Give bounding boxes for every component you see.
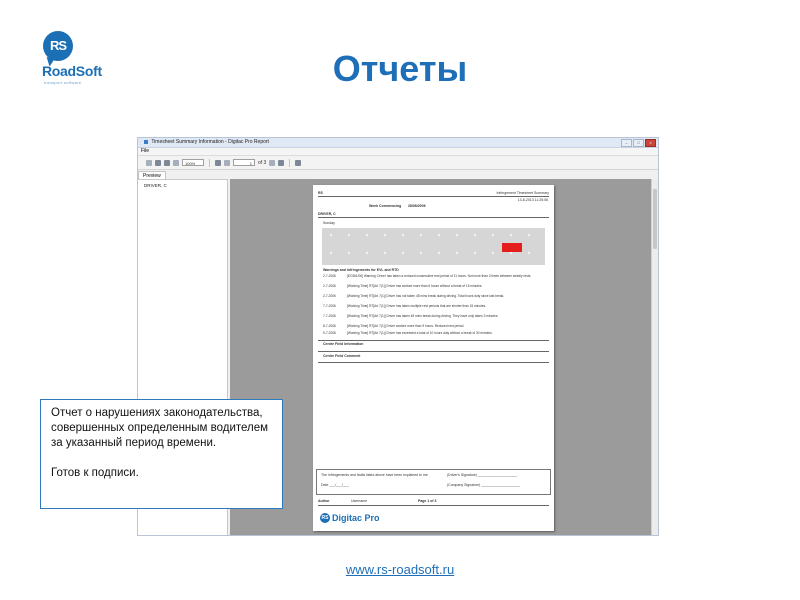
drivers-signature: (Driver's Signature) ____________________: [447, 473, 517, 477]
author-label: Author: [318, 499, 330, 503]
report-toolbar: [138, 156, 658, 170]
infringement-text: [Working Time] RT[Art 7(1)] Driver worked more than 9 hours. Reduced rest period.: [347, 324, 465, 328]
infringement-text: [Working Time] RT[Art 7(1)] Driver has exceeded a total of 10 hours duty without a break of 30 minutes.: [347, 331, 493, 335]
header-rule: [318, 196, 549, 197]
previous-page-icon[interactable]: [224, 160, 230, 166]
grid-cell: [510, 252, 512, 254]
menu-file[interactable]: File: [141, 148, 150, 154]
grid-cell: [492, 252, 494, 254]
digitac-brand: Digitac Pro: [332, 513, 380, 523]
grid-cell: [420, 234, 422, 236]
company-signature: (Company Signature) ____________________: [447, 483, 521, 487]
page-label: Page 1 of 3: [418, 499, 437, 503]
find-icon[interactable]: [295, 160, 301, 166]
digitac-mark: RS: [321, 515, 329, 521]
scrollbar-thumb[interactable]: [653, 189, 657, 249]
callout-description: Отчет о нарушениях законодательства, совершенных определенным водителем за указанный период времени.: [51, 407, 269, 449]
grid-cell: [528, 252, 530, 254]
centre-field-comment: Centre Field Comment: [323, 354, 361, 358]
report-header-left: RS: [318, 191, 323, 195]
report-page: [313, 185, 554, 531]
logo-brand: RoadSoft: [42, 63, 102, 79]
print-icon[interactable]: [155, 160, 161, 166]
close-button[interactable]: ×: [645, 139, 656, 147]
infringement-text: [Working Time] RT[Art 7(1)] Driver has not taken 45 mins break during driving. Total hours duty since last break.: [347, 294, 505, 298]
preview-tabstrip: [138, 171, 230, 179]
infringement-date: 2-7-2006: [323, 294, 336, 298]
author-value: Username: [351, 499, 368, 503]
grid-cell: [492, 234, 494, 236]
slide-title: Отчеты: [332, 48, 468, 89]
website-link[interactable]: www.rs-roadsoft.ru: [345, 562, 455, 577]
grid-cell: [348, 252, 350, 254]
grid-cell: [456, 252, 458, 254]
info-rule: [318, 351, 549, 352]
grid-cell: [366, 234, 368, 236]
infringement-date: 9-7-2006: [323, 331, 336, 335]
grid-cell: [438, 234, 440, 236]
window-titlebar: [138, 138, 658, 148]
menu-bar: [138, 148, 658, 156]
grid-cell: [348, 234, 350, 236]
report-printed: 13-8-2013 11:25:06: [517, 198, 548, 202]
driver-rule: [318, 217, 549, 218]
list-item: [323, 331, 543, 335]
grid-label: Sunday: [323, 221, 335, 225]
infringement-text: [Working Time] RT[Art 7(1)] Driver has worked more than 6 hours without a break of 15 minutes.: [347, 284, 483, 288]
grid-cell: [330, 252, 332, 254]
viewer-scrollbar[interactable]: [651, 179, 659, 536]
week-label: Week Commencing: [369, 204, 402, 208]
grid-cell: [474, 234, 476, 236]
digitac-logo: [320, 513, 380, 523]
section-title: Warnings and Infringements for EVL and RTD: [323, 268, 399, 272]
driver-name: DRIVER, C: [318, 212, 336, 216]
infringement-text: [Working Time] RT[Art 7(1)] Driver has taken multiple rest periods that are shorter than 15 minutes.: [347, 304, 487, 308]
print-setup-icon[interactable]: [164, 160, 170, 166]
list-item: [323, 324, 543, 328]
logo-mark: RS: [43, 31, 73, 61]
infringement-date: 7-7-2006: [323, 314, 336, 318]
grid-cell: [402, 252, 404, 254]
toolbar-separator: [289, 159, 290, 167]
grid-cell: [384, 234, 386, 236]
grid-cell: [438, 252, 440, 254]
next-page-icon[interactable]: [269, 160, 275, 166]
list-item: [323, 314, 543, 318]
grid-cell: [456, 234, 458, 236]
layout-icon[interactable]: [146, 160, 152, 166]
description-callout: [40, 399, 283, 509]
signature-box: [316, 469, 551, 495]
report-viewer: [230, 179, 659, 536]
comment-rule: [318, 362, 549, 363]
grid-cell: [330, 234, 332, 236]
list-item: [323, 284, 543, 288]
infringement-text: [Working Time] RT[Art 7(1)] Driver has taken 45 mins break during driving. They have only taken 3 minutes.: [347, 314, 499, 318]
infringement-block: [502, 243, 522, 252]
callout-ready: Готов к подписи.: [51, 467, 139, 479]
first-page-icon[interactable]: [215, 160, 221, 166]
logo-tagline: transport software: [44, 80, 82, 85]
footer-rule: [318, 505, 549, 506]
infringement-date: 8-7-2006: [323, 324, 336, 328]
grid-cell: [528, 234, 530, 236]
week-value: 28/08/2006: [408, 204, 426, 208]
page-number-input[interactable]: 1: [233, 159, 255, 166]
infringement-text: [EC561/06] Warning: Driver has taken a reduced consecutive rest period of 11 hours. Not more than 3 times between weekly rests.: [347, 274, 532, 278]
grid-cell: [420, 252, 422, 254]
grid-cell: [402, 234, 404, 236]
grid-cell: [474, 252, 476, 254]
export-icon[interactable]: [173, 160, 179, 166]
window-controls: [621, 139, 656, 147]
activity-grid: [322, 228, 545, 265]
centre-field-info: Centre Field Information: [323, 342, 364, 346]
grid-cell: [366, 252, 368, 254]
list-item: [323, 304, 543, 308]
tree-node-driver[interactable]: DRIVER, C: [144, 183, 167, 188]
app-icon: [144, 140, 148, 144]
date-field: Date ___/___/___: [321, 483, 349, 487]
last-page-icon[interactable]: [278, 160, 284, 166]
toolbar-separator: [209, 159, 210, 167]
infringement-date: 2-7-2006: [323, 274, 336, 278]
list-item: [323, 294, 543, 298]
maximize-button[interactable]: □: [633, 139, 644, 147]
window-title: Timesheet Summary Information - Digitac Pro Report: [151, 139, 269, 145]
grid-cell: [384, 252, 386, 254]
list-item: [323, 274, 543, 278]
page-total-label: of 3: [258, 159, 267, 166]
infringement-date: 2-7-2006: [323, 284, 336, 288]
grid-cell: [510, 234, 512, 236]
minimize-button[interactable]: –: [621, 139, 632, 147]
zoom-select[interactable]: 100%: [182, 159, 204, 166]
infringement-date: 7-7-2006: [323, 304, 336, 308]
signature-statement: The infringements and faults listed above have been explained to me: [321, 473, 428, 477]
infringement-rule: [318, 340, 549, 341]
tab-preview[interactable]: Preview: [138, 171, 166, 180]
report-header-right: Infringement Timesheet Summary: [496, 191, 549, 195]
